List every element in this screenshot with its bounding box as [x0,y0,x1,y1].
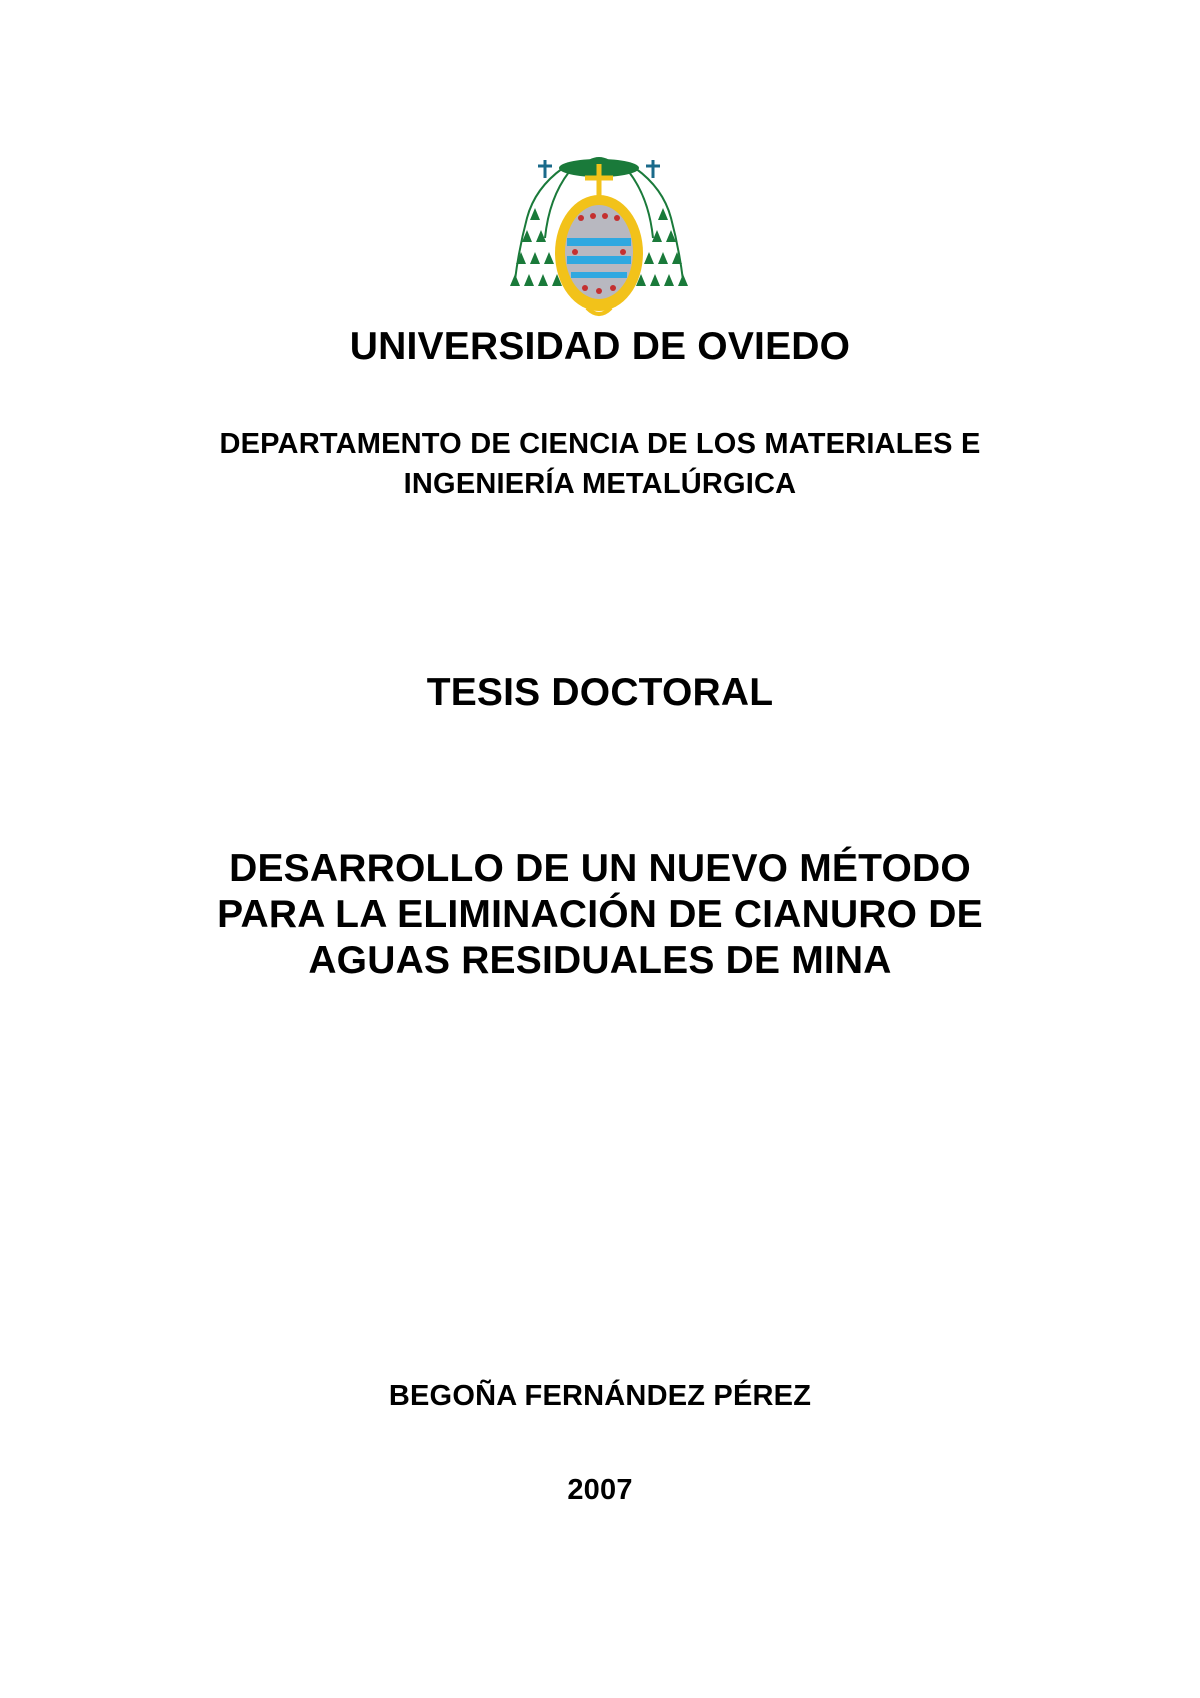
thesis-title-line-2: PARA LA ELIMINACIÓN DE CIANURO DE [217,893,983,936]
thesis-title-line-1: DESARROLLO DE UN NUEVO MÉTODO [229,847,971,890]
publication-year: 2007 [567,1474,633,1506]
department-line-1: DEPARTAMENTO DE CIENCIA DE LOS MATERIALES E [219,428,981,460]
thesis-type: TESIS DOCTORAL [426,671,774,714]
author-name: BEGOÑA FERNÁNDEZ PÉREZ [388,1380,812,1412]
department-line-2: INGENIERÍA METALÚRGICA [403,468,797,500]
university-crest-icon [505,148,693,326]
university-name: UNIVERSIDAD DE OVIEDO [349,325,851,368]
thesis-title-line-3: AGUAS RESIDUALES DE MINA [308,939,892,982]
